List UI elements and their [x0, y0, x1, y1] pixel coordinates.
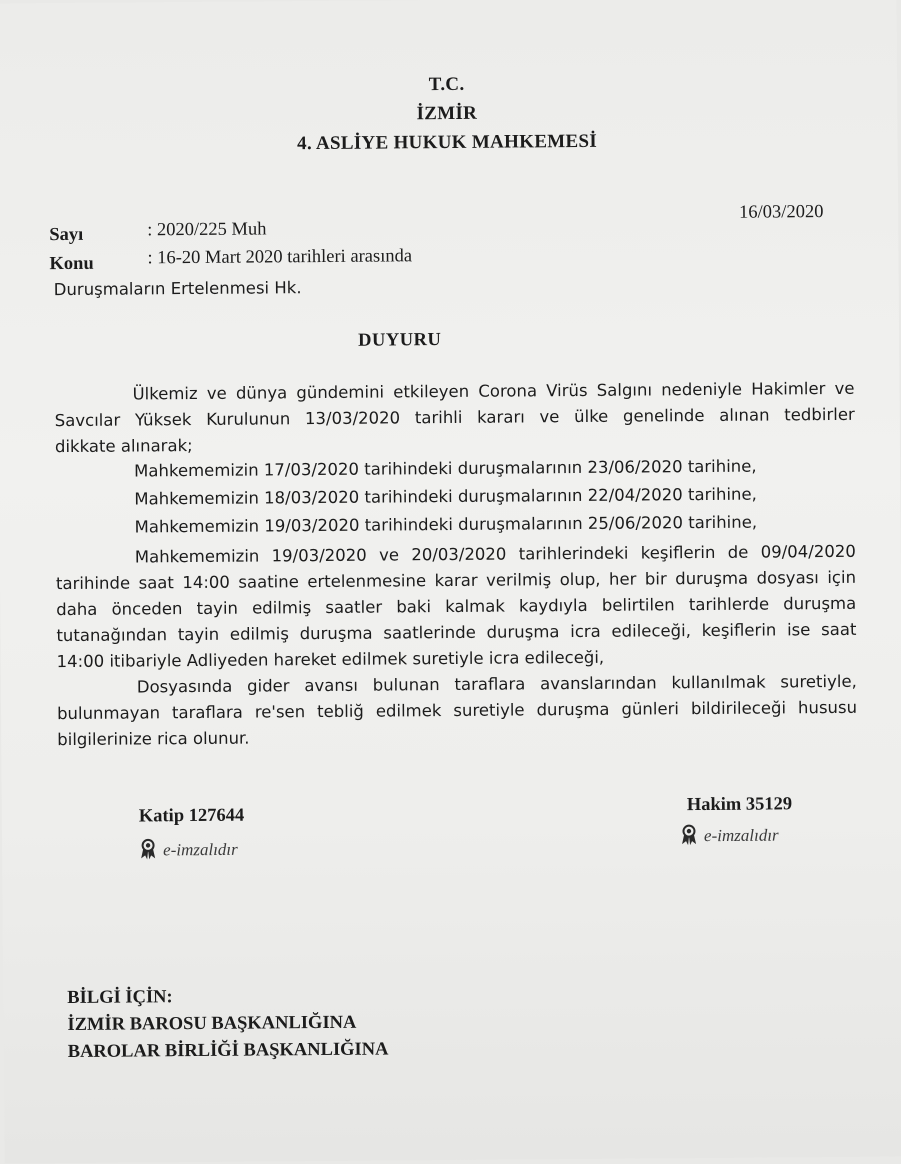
- body-line: bulunmayan taraflara re'sen tebliğ edilmek suretiyle duruşma günleri bildirileceği hususu: [56, 697, 858, 724]
- konu-value: : 16-20 Mart 2020 tarihleri arasında: [147, 246, 413, 269]
- sayi-value: : 2020/225 Muh: [147, 219, 267, 241]
- body-line: bilgilerinize rica olunur.: [57, 728, 250, 750]
- cc-recipient: BAROLAR BİRLİĞİ BAŞKANLIĞINA: [67, 1039, 389, 1063]
- e-signature-seal-icon: [139, 838, 157, 865]
- document-title: DUYURU: [358, 330, 442, 351]
- e-signature-seal-icon: [680, 824, 698, 851]
- body-line: Ülkemiz ve dünya gündemini etkileyen Corona Virüs Salgını nedeniyle Hakimler ve: [132, 378, 855, 404]
- konu-continuation: Duruşmaların Ertelenmesi Hk.: [53, 278, 302, 300]
- body-line: tarihinde saat 14:00 saatine ertelenmesine karar verilmiş olup, her bir duruşma dosyası için: [55, 567, 857, 594]
- konu-label: Konu: [49, 253, 94, 275]
- katip-e-signature-text: e-imzalıdır: [163, 839, 238, 860]
- katip-signature-label: Katip 127644: [138, 805, 245, 827]
- body-line: daha önceden tayin edilmiş saatler baki kalmak kaydıyla belirtilen tarihlerde duruşma: [56, 593, 857, 620]
- katip-e-signature: [139, 838, 238, 866]
- hakim-e-signature: [680, 823, 779, 851]
- hakim-e-signature-text: e-imzalıdır: [703, 825, 779, 846]
- sayi-label: Sayı: [49, 224, 84, 246]
- header-line-tc: T.C.: [428, 73, 465, 96]
- body-line: Dosyasında gider avansı bulunan taraflara avanslarından kullanılmak suretiyle,: [136, 671, 857, 697]
- cc-recipient: İZMİR BAROSU BAŞKANLIĞINA: [67, 1012, 357, 1036]
- postponement-item: Mahkememizin 18/03/2020 tarihindeki duruşmalarının 22/04/2020 tarihine,: [134, 484, 757, 509]
- postponement-item: Mahkememizin 19/03/2020 tarihindeki duruşmalarının 25/06/2020 tarihine,: [134, 512, 758, 537]
- body-line: tutanağından tayin edilmiş duruşma saatlerinde duruşma icra edileceği, keşiflerin ise saat: [56, 619, 857, 646]
- body-line: Mahkememizin 19/03/2020 ve 20/03/2020 tarihlerindeki keşiflerin de 09/04/2020: [134, 541, 856, 567]
- header-line-court: 4. ASLİYE HUKUK MAHKEMESİ: [297, 130, 598, 155]
- body-line: Savcılar Yüksek Kurulunun 13/03/2020 tarihli kararı ve ülke genelinde alınan tedbirler: [54, 404, 855, 431]
- document-date: 16/03/2020: [739, 202, 824, 223]
- header-line-city: İZMİR: [416, 102, 478, 125]
- body-line: dikkate alınarak;: [54, 436, 193, 457]
- hakim-signature-label: Hakim 35129: [686, 794, 793, 816]
- cc-heading: BİLGİ İÇİN:: [67, 987, 173, 1009]
- body-line: 14:00 itibariyle Adliyeden hareket edilmek suretiyle icra edileceği,: [56, 647, 605, 672]
- postponement-item: Mahkememizin 17/03/2020 tarihindeki duruşmalarının 23/06/2020 tarihine,: [134, 456, 757, 481]
